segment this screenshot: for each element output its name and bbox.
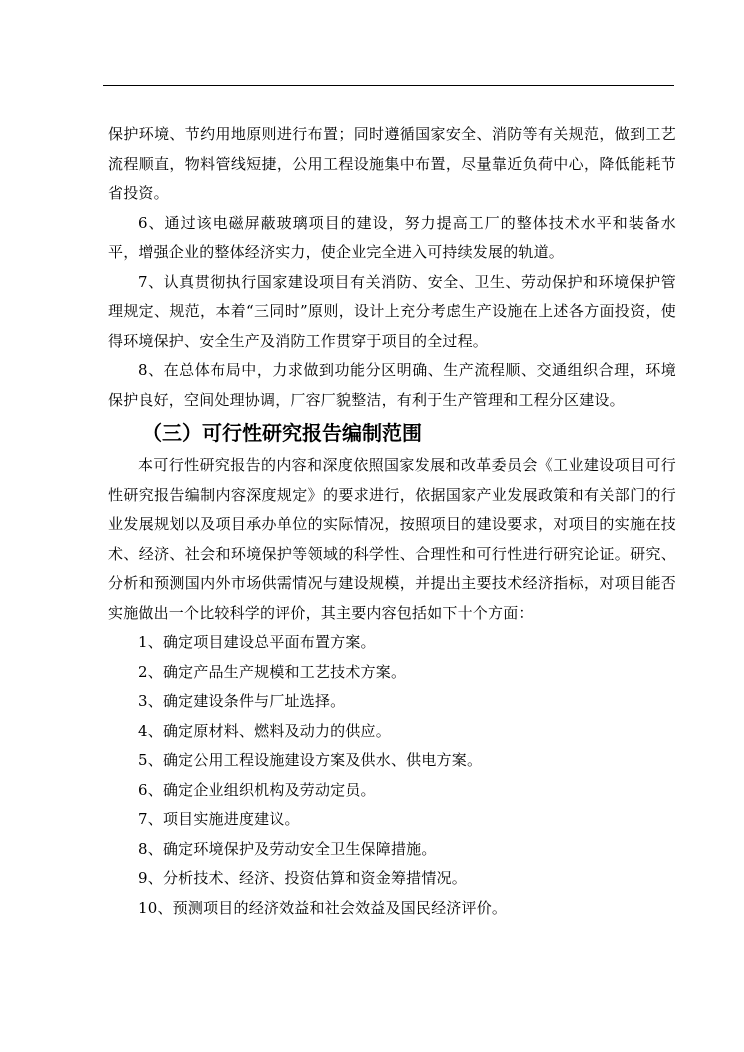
principle-item-8: 8、在总体布局中，力求做到功能分区明确、生产流程顺、交通组织合理，环境保护良好，空间处理协调，厂容厂貌整洁，有利于生产管理和工程分区建设。 [108, 361, 676, 409]
list-item: 5、确定公用工程设施建设方案及供水、供电方案。 [138, 751, 483, 769]
list-item: 3、确定建设条件与厂址选择。 [138, 692, 346, 710]
list-item: 7、项目实施进度建议。 [138, 810, 300, 828]
list-item: 2、确定产品生产规模和工艺技术方案。 [138, 662, 407, 681]
scope-list [108, 628, 676, 923]
list-item: 4、确定原材料、燃料及动力的供应。 [138, 721, 391, 740]
list-item: 8、确定环境保护及劳动安全卫生保障措施。 [138, 839, 437, 858]
document-body [108, 120, 676, 923]
intro-paragraph: 本可行性研究报告的内容和深度依照国家发展和改革委员会《工业建设项目可行性研究报告编制内容深度规定》的要求进行，依据国家产业发展政策和有关部门的行业发展规划以及项目承办单位的实际情况，按照项目的建设要求，对项目的实施在技术、经济、社会和环境保护等领域的科学性、合理性和可行性进行研究论证。研究、分析和预测国内外市场供需情况与建设规模，并提出主要技术经济指标，对项目能否实施做出一个比较科学的评价，其主要内容包括如下十个方面： [108, 456, 676, 622]
list-item: 9、分析技术、经济、投资估算和资金筹措情况。 [138, 869, 467, 887]
continued-paragraph: 保护环境、节约用地原则进行布置；同时遵循国家安全、消防等有关规范，做到工艺流程顺直，物料管线短捷，公用工程设施集中布置，尽量靠近负荷中心，降低能耗节省投资。 [108, 125, 676, 202]
principle-item-6: 6、通过该电磁屏蔽玻璃项目的建设，努力提高工厂的整体技术水平和装备水平，增强企业的整体经济实力，使企业完全进入可持续发展的轨道。 [108, 213, 676, 261]
principle-item-7: 7、认真贯彻执行国家建设项目有关消防、安全、卫生、劳动保护和环境保护管理规定、规范，本着“三同时”原则，设计上充分考虑生产设施在上述各方面投资，使得环境保护、安全生产及消防工作贯穿于项目的全过程。 [108, 272, 676, 350]
section-heading: （三）可行性研究报告编制范围 [142, 421, 422, 445]
list-item: 10、预测项目的经济效益和社会效益及国民经济评价。 [138, 898, 508, 917]
list-item: 1、确定项目建设总平面布置方案。 [138, 633, 376, 651]
list-item: 6、确定企业组织机构及劳动定员。 [138, 780, 376, 799]
header-rule [103, 85, 674, 86]
